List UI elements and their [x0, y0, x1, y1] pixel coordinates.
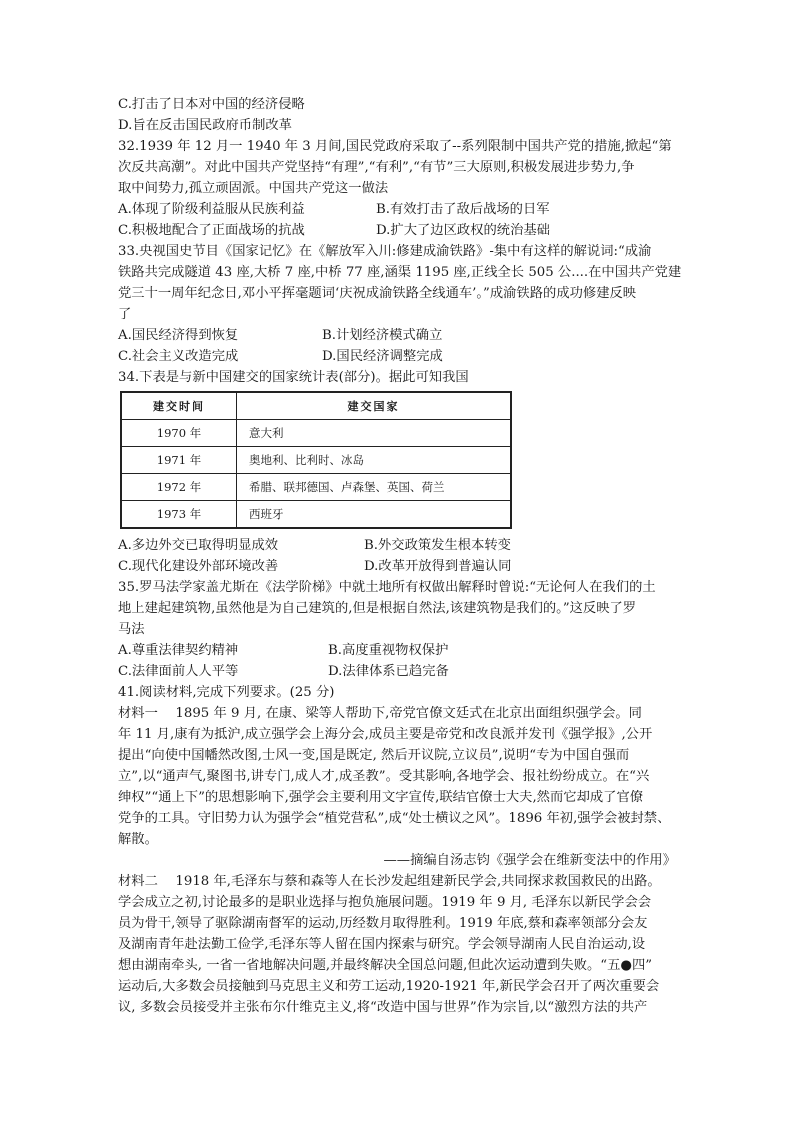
- material-1: [118, 703, 684, 871]
- table-cell-countries: 奥地利、比利时、冰岛: [237, 447, 512, 474]
- material-2-line: 学会成立之初,讨论最多的是职业选择与抱负施展问题。1919 年 9 月, 毛泽东以新民学会会: [118, 895, 652, 910]
- q34-option-a: A.多边外交已取得明显成效: [118, 538, 279, 553]
- material-2-line: 材料二 1918 年,毛泽东与蔡和森等人在长沙发起组建新民学会,共同探求救国救民的出路。: [118, 874, 661, 889]
- q35-option-a: A.尊重法律契约精神: [118, 643, 239, 658]
- q33-option-b: B.计划经济模式确立: [322, 328, 443, 343]
- q34-stem: 34.下表是与新中国建交的国家统计表(部分)。据此可知我国: [118, 370, 469, 385]
- q35-options-row-2: [118, 661, 684, 682]
- q35-option-b: B.高度重视物权保护: [328, 643, 449, 658]
- diplomatic-relations-table: [120, 391, 512, 529]
- q33-option-a: A.国民经济得到恢复: [118, 328, 239, 343]
- q33-option-d: D.国民经济调整完成: [322, 349, 443, 364]
- question-35: [118, 577, 684, 682]
- q33-stem-line-4: 了: [118, 307, 132, 322]
- q33-stem-line-2: 铁路共完成隧道 43 座,大桥 7 座,中桥 77 座,涵渠 1195 座,正线全长 505 公....在中国共产党建: [118, 265, 682, 280]
- table-row: [121, 501, 511, 529]
- exam-page: [118, 94, 684, 1018]
- q35-stem-line-3: 马法: [118, 622, 145, 637]
- q34-option-c: C.现代化建设外部环境改善: [118, 559, 279, 574]
- q33-options-row-1: [118, 325, 684, 346]
- q35-stem-line-2: 地上建起建筑物,虽然他是为自己建筑的,但是根据自然法,该建筑物是我们的。”这反映了罗: [118, 601, 637, 616]
- q34-option-b: B.外交政策发生根本转变: [364, 538, 511, 553]
- table-cell-year: 1972 年: [121, 474, 237, 501]
- table-cell-year: 1970 年: [121, 420, 237, 447]
- material-1-line: 提出“向使中国幡然改图,士风一变,国是既定, 然后开议院,立议员”,说明“专为中国自强而: [118, 748, 630, 763]
- material-1-line: 年 11 月,康有为抵沪,成立强学会上海分会,成员主要是帝党和改良派并发刊《强学报》,公开: [118, 727, 653, 742]
- q32-option-d: D.扩大了边区政权的统治基础: [376, 223, 550, 238]
- q32-option-a: A.体现了阶级利益服从民族利益: [118, 202, 305, 217]
- q32-stem-line-2: 次反共高潮”。对此中国共产党坚持“有理”,“有利”,“有节”三大原则,积极发展进步势力,争: [118, 160, 635, 175]
- material-2: [118, 871, 684, 1018]
- q31-option-c: C.打击了日本对中国的经济侵略: [118, 97, 305, 112]
- q34-option-d: D.改革开放得到普遍认同: [364, 559, 512, 574]
- q32-stem-line-3: 取中间势力,孤立顽固派。中国共产党这一做法: [118, 181, 389, 196]
- q32-option-b: B.有效打击了敌后战场的日军: [376, 202, 550, 217]
- material-1-line: 立”,以“通声气,聚图书,讲专门,成人才,成圣教”。受其影响,各地学会、报社纷纷成立。在“兴: [118, 769, 650, 784]
- q34-options-row-1: [118, 535, 684, 556]
- q31-option-d: D.旨在反击国民政府币制改革: [118, 118, 292, 133]
- q32-options-row-1: [118, 199, 684, 220]
- material-2-line: 员为骨干,领导了驱除湖南督军的运动,历经数月取得胜利。1919 年底,蔡和森率领部分会友: [118, 916, 648, 931]
- q32-stem-line-1: 32.1939 年 12 月一 1940 年 3 月间,国民党政府采取了--系列限制中国共产党的措施,掀起“第: [118, 139, 672, 154]
- q35-stem-line-1: 35.罗马法学家盖尤斯在《法学阶梯》中就土地所有权做出解释时曾说:“无论何人在我们的土: [118, 580, 656, 595]
- table-row: [121, 474, 511, 501]
- q33-stem-line-3: 党三十一周年纪念日,邓小平挥毫题词‘庆祝成渝铁路全线通车’。”成渝铁路的成功修建反映: [118, 286, 637, 301]
- question-34: [118, 367, 684, 577]
- q33-options-row-2: [118, 346, 684, 367]
- q35-options-row-1: [118, 640, 684, 661]
- material-2-line: 想由湖南牵头, 一省一省地解决问题,并最终解决全国总问题,但此次运动遭到失败。“五●四”: [118, 958, 653, 973]
- question-33: [118, 241, 684, 367]
- table-cell-year: 1971 年: [121, 447, 237, 474]
- q34-options-row-2: [118, 556, 684, 577]
- material-2-line: 运动后,大多数会员接触到马克思主义和劳工运动,1920-1921 年,新民学会召开了两次重要会: [118, 979, 660, 994]
- q41-stem: 41.阅读材料,完成下列要求。(25 分): [118, 685, 335, 700]
- q33-option-c: C.社会主义改造完成: [118, 349, 239, 364]
- material-1-line: 材料一 1895 年 9 月, 在康、梁等人帮助下,帝党官僚文廷式在北京出面组织强学会。同: [118, 706, 642, 721]
- table-row: [121, 447, 511, 474]
- q35-option-d: D.法律体系已趋完备: [328, 664, 449, 679]
- table-cell-countries: 意大利: [237, 420, 512, 447]
- q33-stem-line-1: 33.央视国史节目《国家记忆》在《解放军入川:修建成渝铁路》-集中有这样的解说词:“成渝: [118, 244, 652, 259]
- table-cell-countries: 西班牙: [237, 501, 512, 529]
- table-header-countries: 建交国家: [237, 392, 512, 420]
- table-row: [121, 420, 511, 447]
- q35-option-c: C.法律面前人人平等: [118, 664, 239, 679]
- material-1-line: 党争的工具。守旧势力认为强学会“植党营私”,成“处士横议之风”。1896 年初,强学会被封禁、: [118, 811, 671, 826]
- q32-option-c: C.积极地配合了正面战场的抗战: [118, 223, 305, 238]
- table-header-year: 建交时间: [121, 392, 237, 420]
- material-1-line: 绅权”“通上下”的思想影响下,强学会主要利用文字宣传,联结官僚士大夫,然而它却成了官僚: [118, 790, 644, 805]
- material-2-line: 及湖南青年赴法勤工俭学,毛泽东等人留在国内探索与研究。学会领导湖南人民自治运动,设: [118, 937, 646, 952]
- q32-options-row-2: [118, 220, 684, 241]
- material-1-source: ——摘编自汤志钧《强学会在维新变法中的作用》: [383, 853, 676, 868]
- question-41: [118, 682, 684, 1018]
- table-cell-countries: 希腊、联邦德国、卢森堡、英国、荷兰: [237, 474, 512, 501]
- table-header-row: [121, 392, 511, 420]
- material-2-line: 议, 多数会员接受并主张布尔什维克主义,将“改造中国与世界”作为宗旨,以“激烈方法的共产: [118, 1000, 648, 1015]
- table-cell-year: 1973 年: [121, 501, 237, 529]
- material-1-line: 解散。: [118, 832, 158, 847]
- question-32: [118, 136, 684, 241]
